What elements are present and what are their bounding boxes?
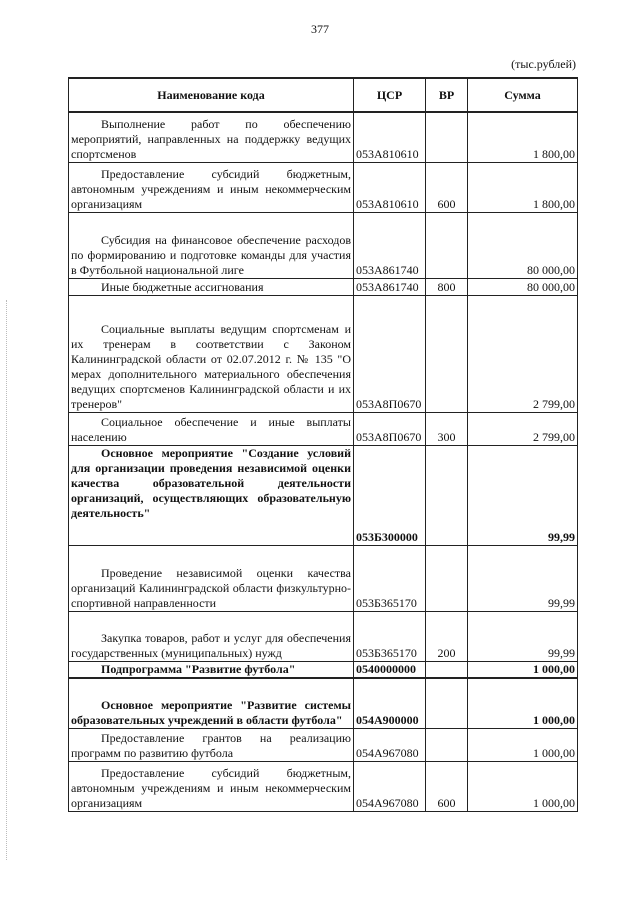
table-row [69, 162, 578, 212]
table-row [69, 761, 578, 811]
row-csr: 054А900000 [354, 678, 426, 728]
budget-table [68, 77, 578, 812]
row-name: Иные бюджетные ассигнования [69, 278, 354, 295]
row-vr [426, 445, 468, 545]
row-csr: 0540000000 [354, 661, 426, 678]
row-csr: 054А967080 [354, 728, 426, 761]
table-header-row [69, 78, 578, 112]
table-row [69, 611, 578, 661]
units-label: (тыс.рублей) [511, 57, 576, 71]
row-vr: 600 [426, 162, 468, 212]
row-sum: 2 799,00 [468, 295, 578, 412]
table-row [69, 112, 578, 162]
table-row [69, 545, 578, 611]
row-csr: 053А810610 [354, 162, 426, 212]
table-row [69, 445, 578, 545]
row-sum: 1 000,00 [468, 661, 578, 678]
page-number: 377 [311, 22, 329, 36]
row-name: Закупка товаров, работ и услуг для обеспечения государственных (муниципальных) нужд [69, 611, 354, 661]
row-name: Основное мероприятие "Создание условий для организации проведения независимой оценки качества образовательной деятельности организаций, осуществляющих образовательную деятельность" [69, 445, 354, 545]
margin-dots [6, 300, 8, 860]
row-name: Предоставление субсидий бюджетным, автономным учреждениям и иным некоммерческим организациям [69, 162, 354, 212]
header-name: Наименование кода [69, 78, 354, 112]
row-name: Предоставление грантов на реализацию программ по развитию футбола [69, 728, 354, 761]
table-row [69, 678, 578, 728]
row-csr: 053А861740 [354, 212, 426, 278]
row-csr: 053А8П0670 [354, 412, 426, 445]
row-sum: 1 000,00 [468, 728, 578, 761]
row-csr: 053А8П0670 [354, 295, 426, 412]
row-vr [426, 728, 468, 761]
row-name: Социальные выплаты ведущим спортсменам и их тренерам в соответствии с Законом Калининградской области от 02.07.2012 г. № 135 "О мерах дополнительного материального обеспечения ведущих спортсменов Калининградской области и их тренеров" [69, 295, 354, 412]
header-vr: ВР [426, 78, 468, 112]
row-sum: 1 000,00 [468, 678, 578, 728]
row-sum: 1 800,00 [468, 112, 578, 162]
row-vr [426, 212, 468, 278]
row-sum: 1 000,00 [468, 761, 578, 811]
row-vr: 800 [426, 278, 468, 295]
row-name: Проведение независимой оценки качества организаций Калининградской области физкультурно-спортивной направленности [69, 545, 354, 611]
row-csr: 053Б365170 [354, 611, 426, 661]
table-row [69, 278, 578, 295]
row-vr: 600 [426, 761, 468, 811]
row-sum: 80 000,00 [468, 212, 578, 278]
table-row [69, 728, 578, 761]
row-sum: 99,99 [468, 611, 578, 661]
row-sum: 99,99 [468, 445, 578, 545]
row-name: Выполнение работ по обеспечению мероприятий, направленных на поддержку ведущих спортсменов [69, 112, 354, 162]
row-csr: 054А967080 [354, 761, 426, 811]
row-name: Подпрограмма "Развитие футбола" [69, 661, 354, 678]
row-csr: 053А810610 [354, 112, 426, 162]
row-vr [426, 545, 468, 611]
row-vr: 300 [426, 412, 468, 445]
row-vr [426, 661, 468, 678]
row-sum: 80 000,00 [468, 278, 578, 295]
row-name: Основное мероприятие "Развитие системы образовательных учреждений в области футбола" [69, 678, 354, 728]
row-vr: 200 [426, 611, 468, 661]
row-sum: 2 799,00 [468, 412, 578, 445]
row-name: Предоставление субсидий бюджетным, автономным учреждениям и иным некоммерческим организациям [69, 761, 354, 811]
row-vr [426, 678, 468, 728]
table-row [69, 661, 578, 678]
row-vr [426, 112, 468, 162]
table-row [69, 212, 578, 278]
row-name: Социальное обеспечение и иные выплаты населению [69, 412, 354, 445]
row-sum: 1 800,00 [468, 162, 578, 212]
header-sum: Сумма [468, 78, 578, 112]
header-csr: ЦСР [354, 78, 426, 112]
row-csr: 053А861740 [354, 278, 426, 295]
row-sum: 99,99 [468, 545, 578, 611]
table-row [69, 412, 578, 445]
row-csr: 053Б300000 [354, 445, 426, 545]
row-name: Субсидия на финансовое обеспечение расходов по формированию и подготовке команды для участия в Футбольной национальной лиге [69, 212, 354, 278]
row-vr [426, 295, 468, 412]
row-csr: 053Б365170 [354, 545, 426, 611]
table-row [69, 295, 578, 412]
